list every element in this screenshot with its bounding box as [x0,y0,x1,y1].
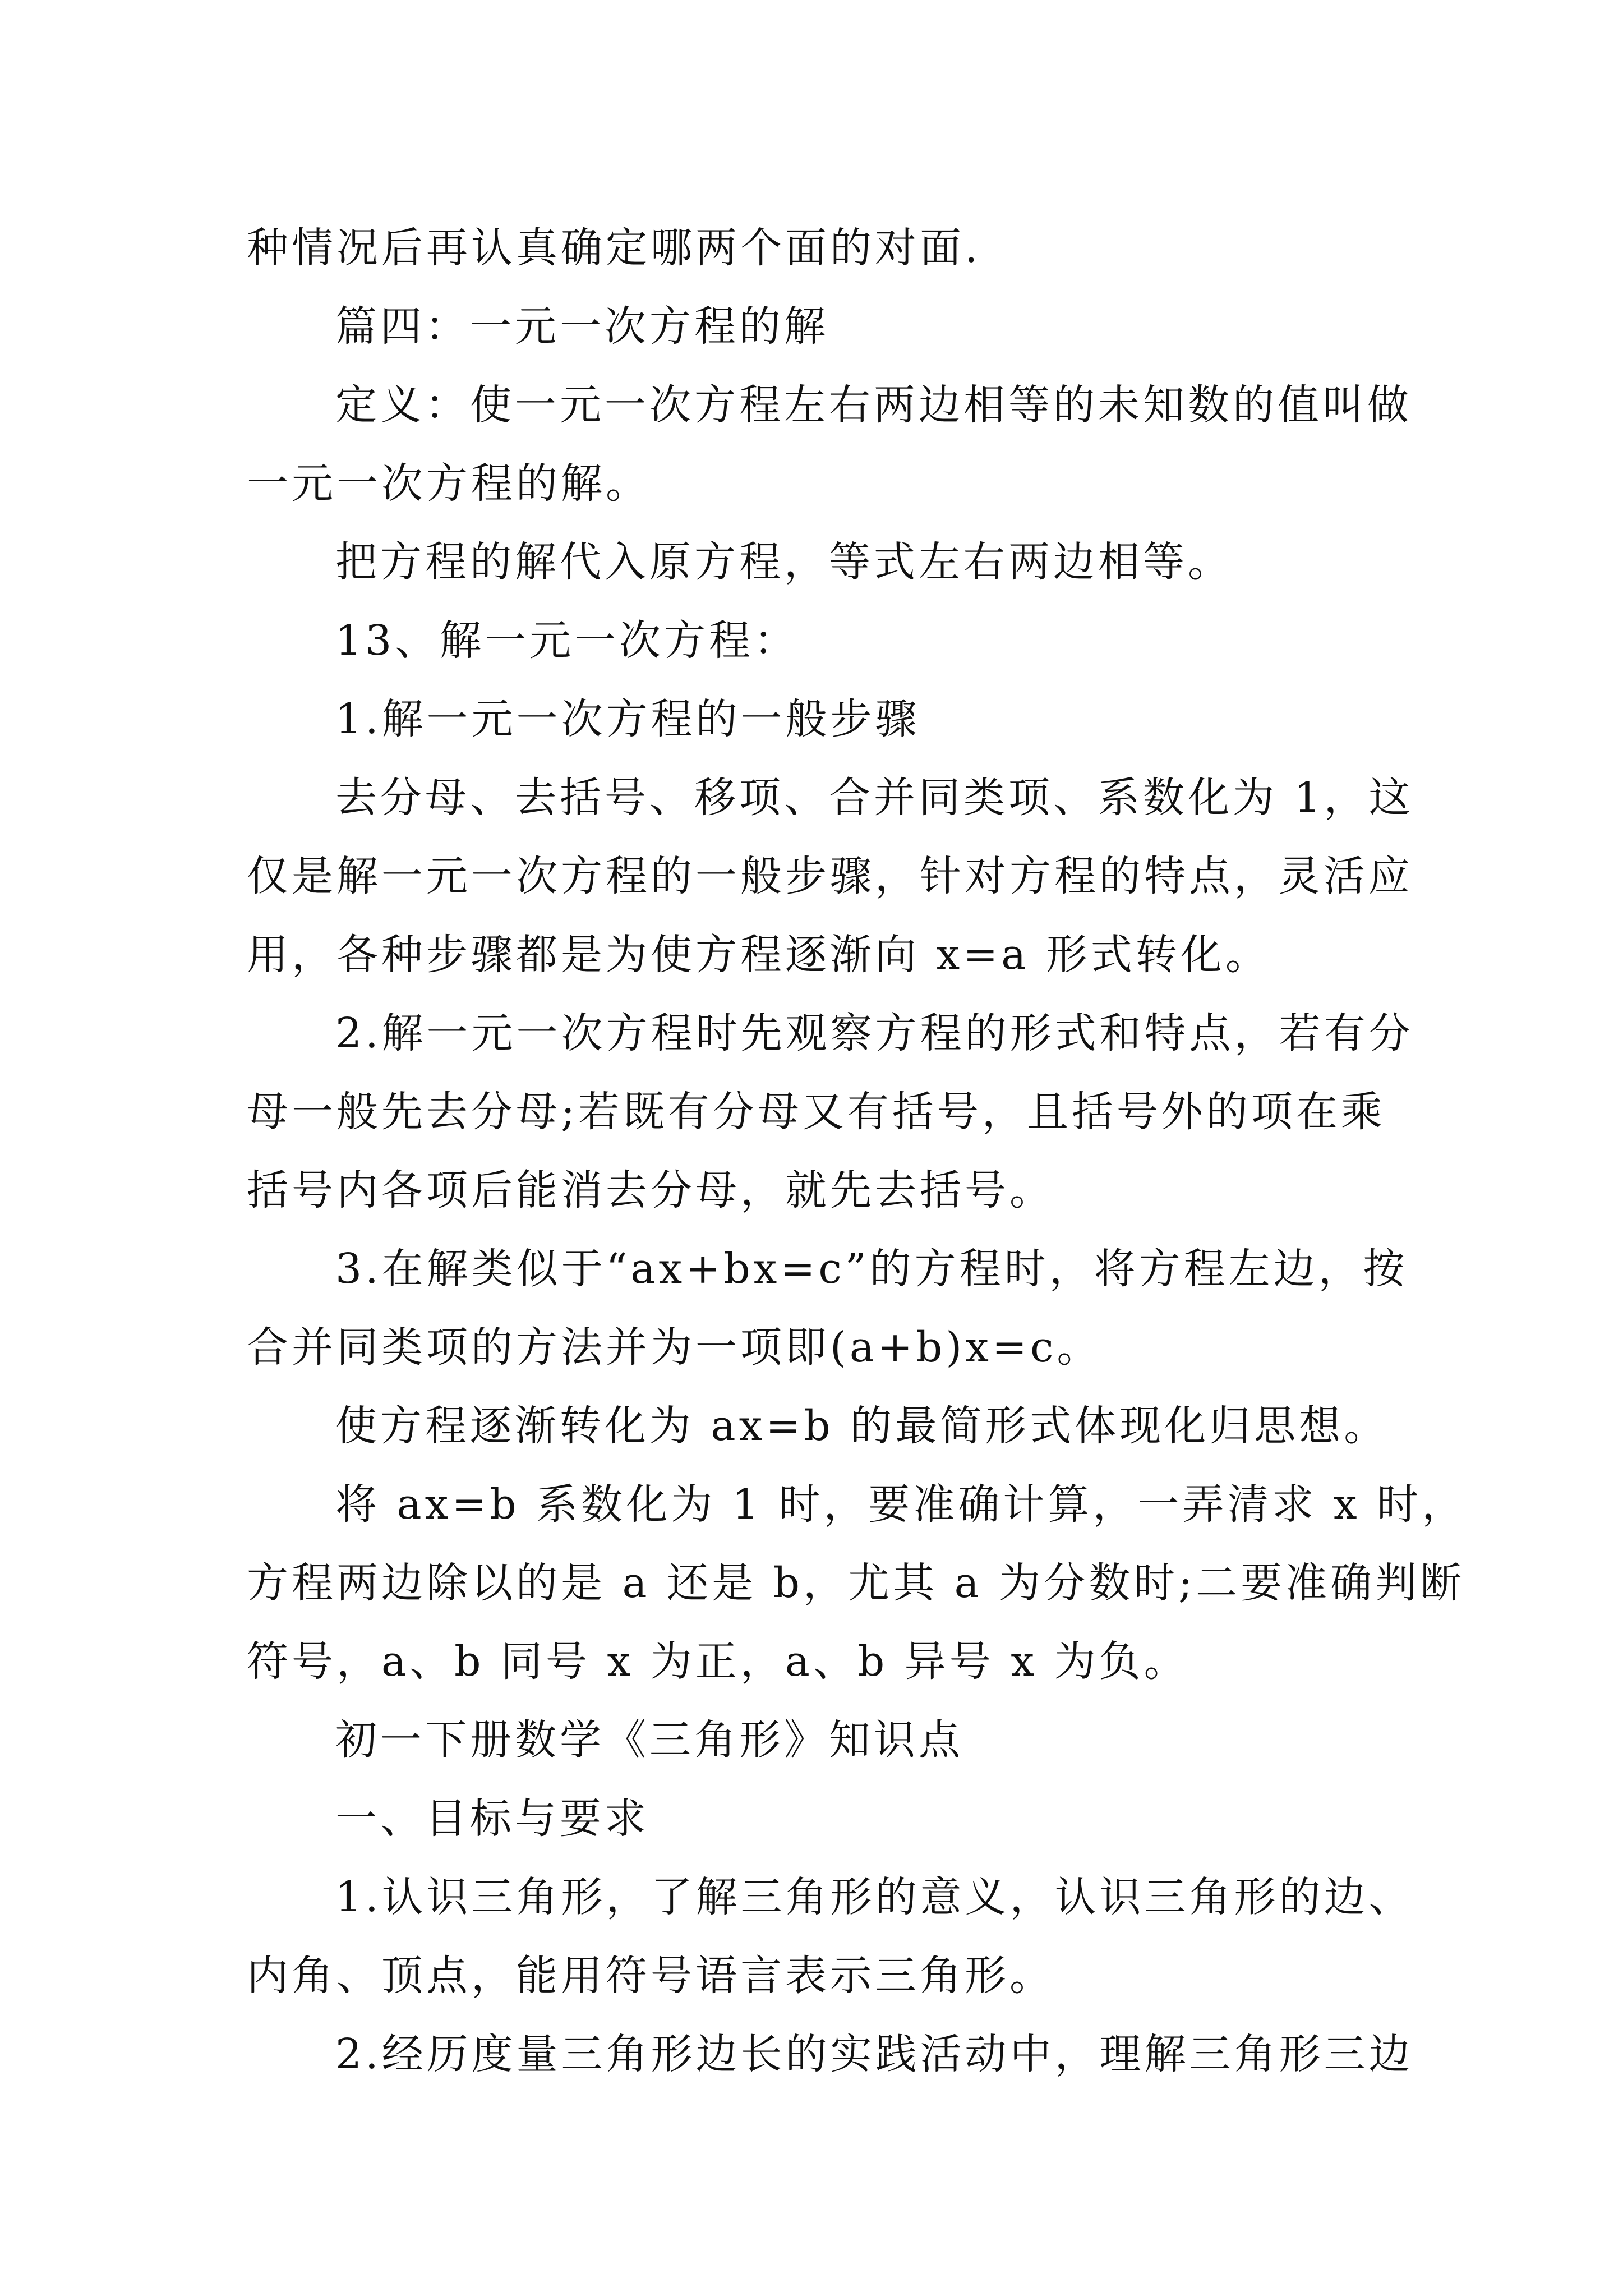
text-line: 定义：使一元一次方程左右两边相等的未知数的值叫做 [335,381,1412,429]
text-line: 去分母、去括号、移项、合并同类项、系数化为 1，这 [335,774,1414,822]
text-line: 2.解一元一次方程时先观察方程的形式和特点，若有分 [335,1009,1414,1057]
section-heading: 一、目标与要求 [335,1795,649,1843]
text-line: 一元一次方程的解。 [247,459,651,508]
text-line: 将 ax=b 系数化为 1 时，要准确计算，一弄清求 x 时， [335,1480,1467,1529]
text-line: 符号，a、b 同号 x 为正，a、b 异号 x 为负。 [247,1637,1189,1686]
section-heading: 篇四：一元一次方程的解 [335,302,829,351]
text-line: 1.认识三角形，了解三角形的意义，认识三角形的边、 [335,1873,1414,1921]
text-line: 3.在解类似于“ax+bx=c”的方程时，将方程左边，按 [335,1245,1408,1293]
document-body [247,209,1467,2093]
text-line: 母一般先去分母;若既有分母又有括号，且括号外的项在乘 [247,1088,1386,1136]
text-line: 使方程逐渐转化为 ax=b 的最简形式体现化归思想。 [335,1402,1389,1450]
text-line: 种情况后再认真确定哪两个面的对面. [247,224,981,272]
text-line: 括号内各项后能消去分母，就先去括号。 [247,1166,1054,1214]
text-line: 1.解一元一次方程的一般步骤 [335,695,920,743]
text-line: 用，各种步骤都是为使方程逐渐向 x=a 形式转化。 [247,931,1270,979]
text-line: 2.经历度量三角形边长的实践活动中，理解三角形三边 [335,2030,1414,2078]
text-line: 合并同类项的方法并为一项即(a+b)x=c。 [247,1323,1102,1372]
text-line: 方程两边除以的是 a 还是 b，尤其 a 为分数时;二要准确判断 [247,1559,1465,1607]
text-line: 内角、顶点，能用符号语言表示三角形。 [247,1952,1054,2000]
section-heading: 13、解一元一次方程： [335,616,799,665]
section-heading: 初一下册数学《三角形》知识点 [335,1716,963,1764]
text-line: 仅是解一元一次方程的一般步骤，针对方程的特点，灵活应 [247,852,1413,900]
text-line: 把方程的解代入原方程，等式左右两边相等。 [335,538,1233,586]
